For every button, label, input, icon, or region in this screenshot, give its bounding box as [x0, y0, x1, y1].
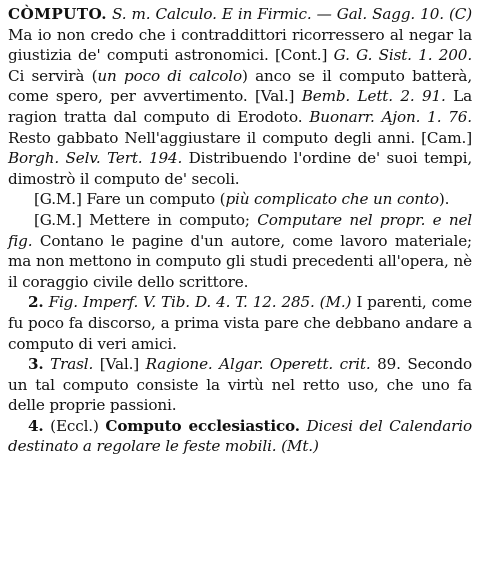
entry-text-3: ) anco se il computo batterà, come spero, per avvertimento. [Val.]	[8, 66, 472, 106]
sense-4-definition: Dicesi del Calendario destinato a regolare le feste mobili.	[8, 416, 472, 456]
gm-note-2	[8, 210, 472, 292]
gm-tag-2: [G.M.]	[34, 210, 82, 229]
sense-2	[8, 292, 472, 354]
entry-text-4: La ragion tratta dal computo di Erodoto.	[8, 87, 472, 126]
sense-3-tag: [Val.]	[93, 355, 146, 374]
sense-3-number: 3.	[28, 355, 44, 374]
entry-ref-2: Bemb. Lett. 2. 91.	[301, 87, 446, 106]
entry-ref-1: G. G. Sist. 1. 200.	[333, 46, 472, 65]
gm-text-2: Mettere in computo;	[81, 210, 258, 229]
sense-4	[8, 416, 472, 457]
gm-end-1: ).	[438, 190, 450, 209]
gm-rest-2: Contano le pagine d'un autore, come lavoro materiale; ma non mettono in computo gli studi precedenti all'opera, nè il coraggio civile dello scrittore.	[8, 231, 472, 291]
entry-text-5: Resto gabbato Nell'aggiustare il computo degli anni. [Cam.]	[8, 128, 472, 147]
gm-tag-1: [G.M.]	[34, 190, 82, 209]
sense-3-text: 89. Secondo un tal computo consiste la virtù nel retto uso, che uno fa delle proprie passioni.	[8, 355, 473, 415]
entry-text-2: Ci servirà (	[8, 66, 98, 85]
entry-text-1: Ma io non credo che i contraddittori ricorressero al negar la giustizia de' computi astronomici. [Cont.]	[8, 25, 472, 65]
sense-4-number: 4.	[28, 416, 44, 435]
sense-4-tag: (Eccl.)	[43, 416, 106, 435]
sense-3	[8, 354, 472, 416]
gm-italic-2: Computare nel propr. e nel fig.	[8, 210, 473, 250]
entry-italic-1: un poco di calcolo	[97, 66, 242, 85]
sense-2-tag: (M.)	[314, 293, 352, 312]
sense-2-number: 2.	[28, 293, 44, 312]
headword: CÒMPUTO.	[8, 5, 107, 23]
entry-text-6: Distribuendo l'ordine de' suoi tempi, dimostrò il computo de' secoli.	[8, 149, 472, 188]
sense-3-label: Trasl.	[50, 355, 94, 374]
sense-2-ref: Fig. Imperf. V. Tib. D. 4. T. 12. 285.	[48, 293, 315, 312]
sense-2-text: I parenti, come fu poco fa discorso, a prima vista pare che debbano andare a computo di veri amici.	[8, 293, 473, 353]
sense-4-end: (Mt.)	[276, 437, 319, 456]
entry-main	[8, 4, 472, 189]
gm-note-1	[8, 189, 472, 210]
entry-ref-4: Borgh. Selv. Tert. 194.	[8, 149, 183, 168]
entry-ref-3: Buonarr. Ajon. 1. 76.	[309, 107, 472, 126]
gm-italic-1: più complicato che un conto	[225, 190, 439, 209]
gm-text-1: Fare un computo (	[81, 190, 226, 209]
part-of-speech: S. m. Calculo. E in Firmic. — Gal. Sagg. 10. (C)	[112, 5, 473, 23]
sense-4-term: Computo ecclesiastico.	[105, 416, 300, 435]
sense-3-ref: Ragione. Algar. Operett. crit.	[145, 355, 371, 374]
